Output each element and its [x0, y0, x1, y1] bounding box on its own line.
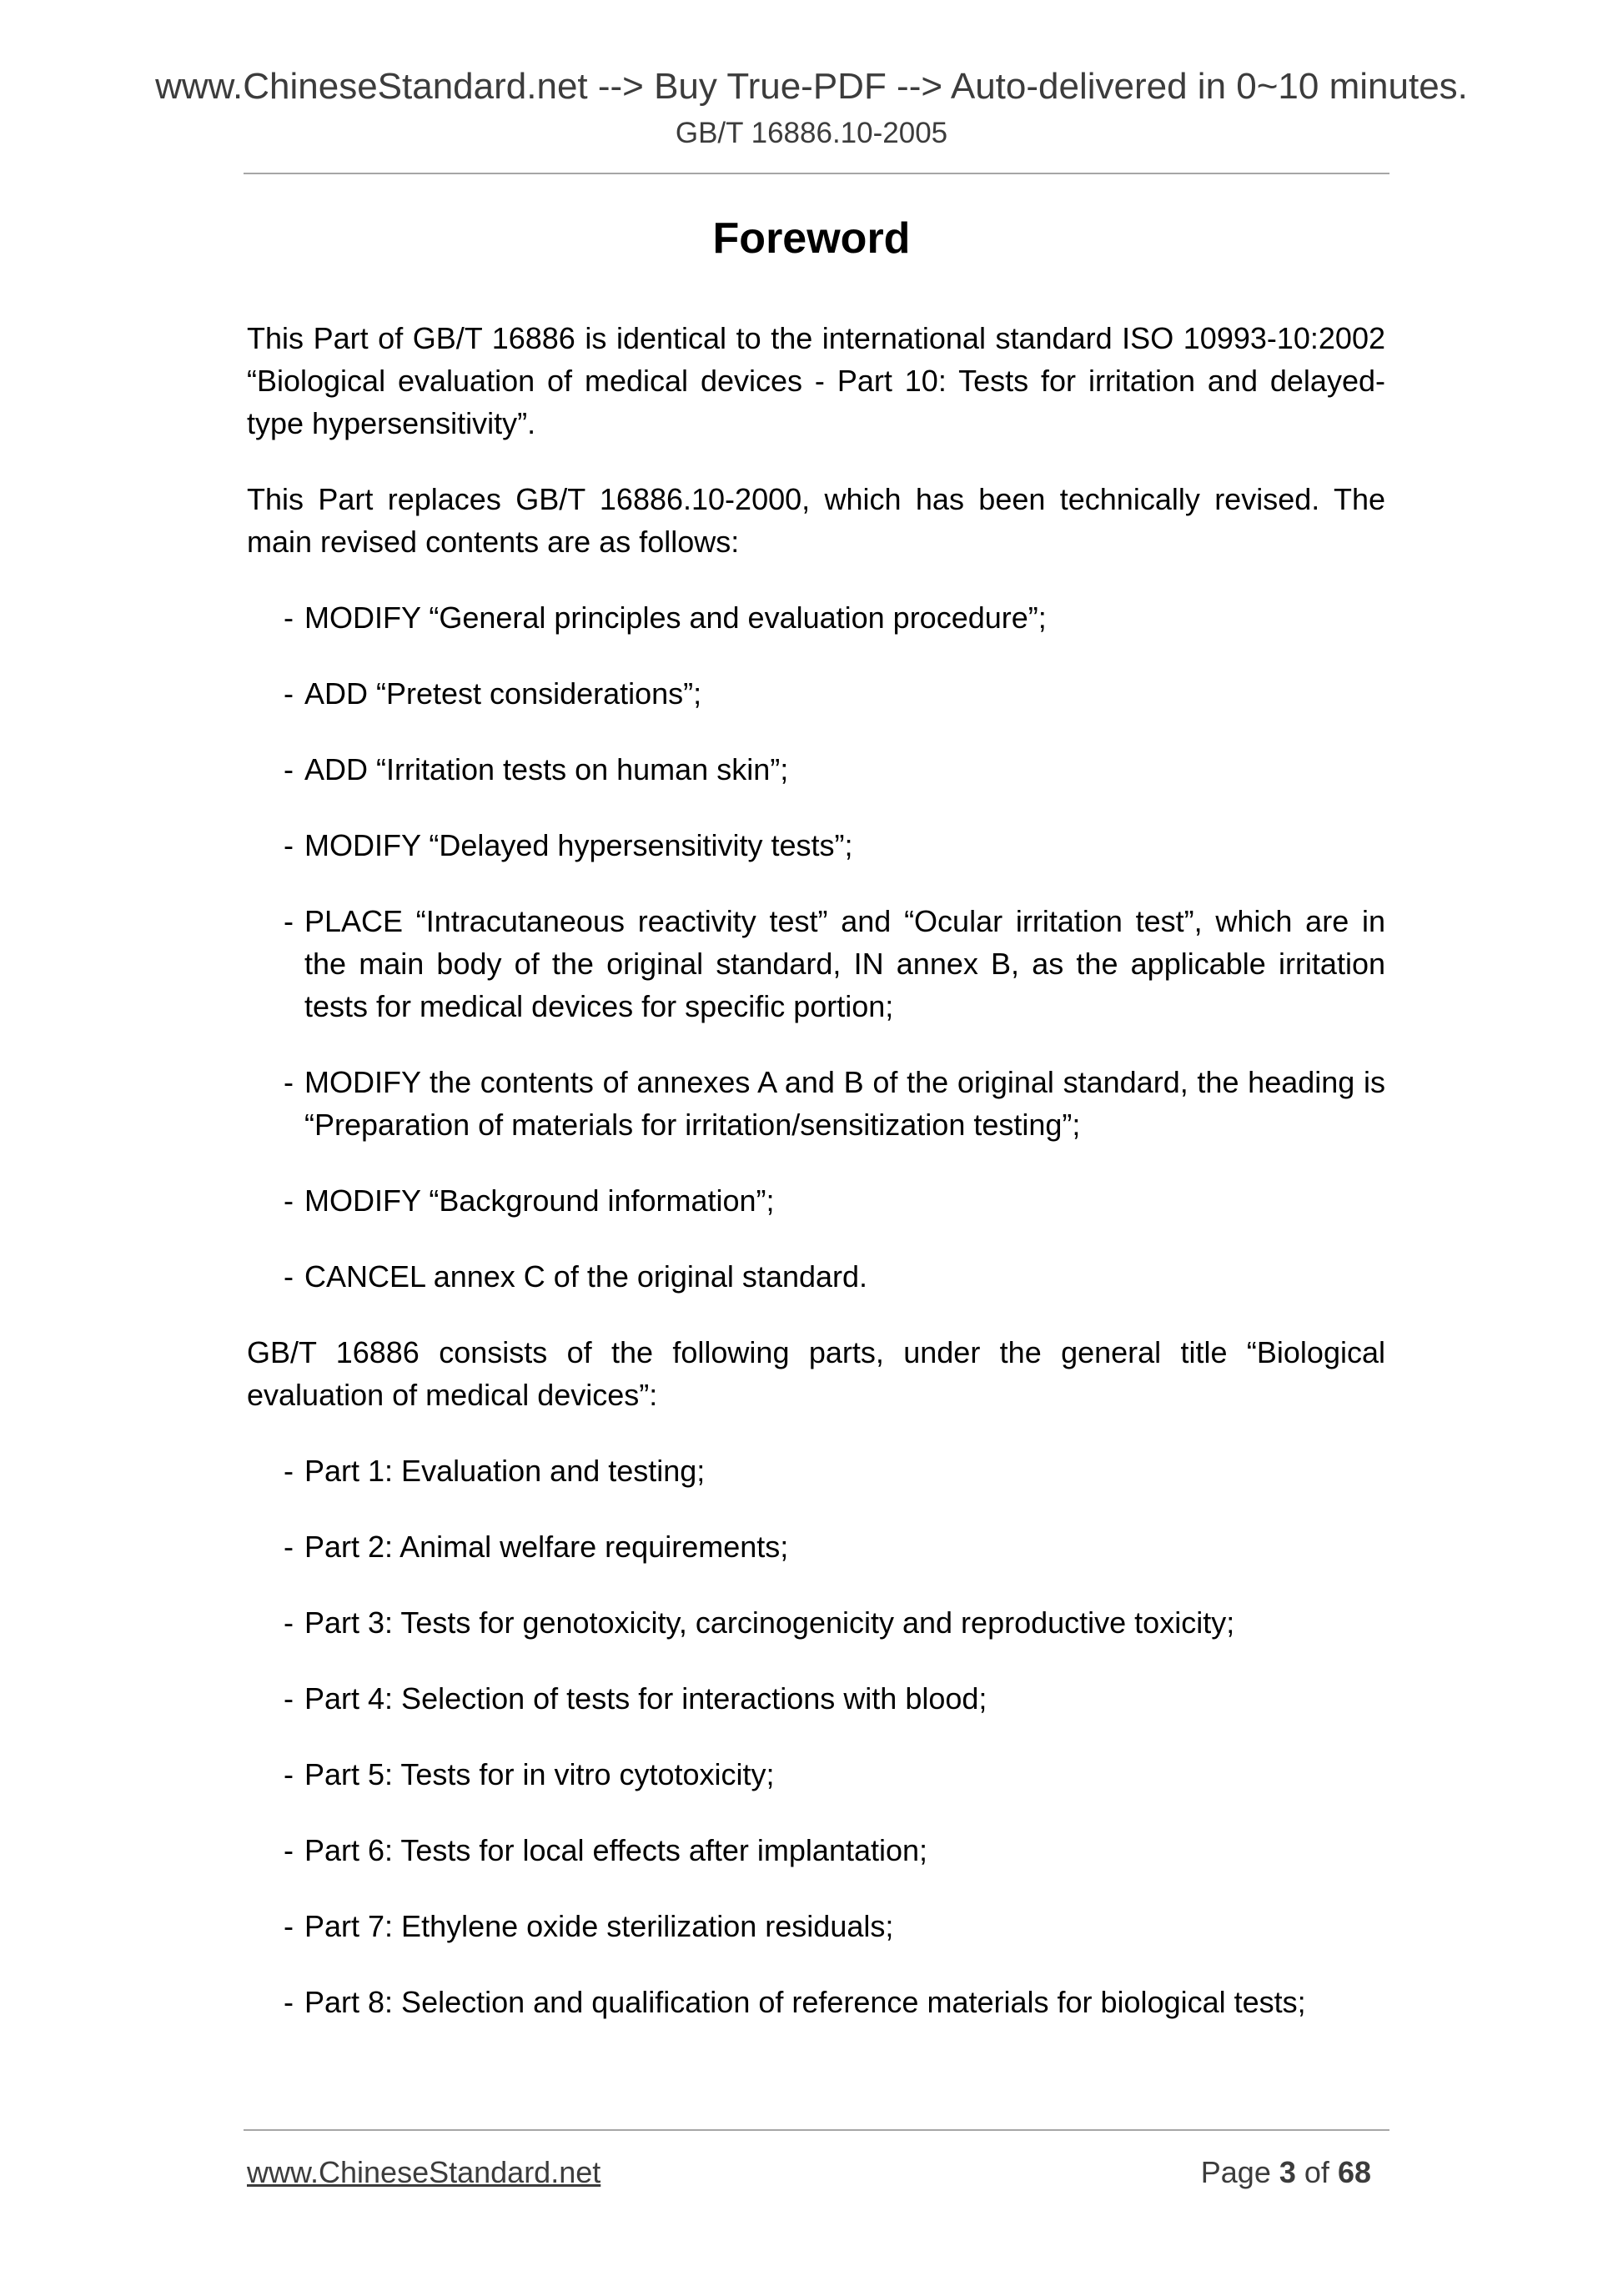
bullet-dash: - [284, 676, 294, 711]
bullet-dash: - [284, 1259, 294, 1294]
bullet-dash: - [284, 828, 294, 862]
bullet-dash: - [284, 1454, 294, 1488]
page-of-label: of [1304, 2155, 1329, 2189]
part-item-text: Part 5: Tests for in vitro cytotoxicity; [304, 1757, 775, 1791]
revision-item-text: MODIFY “General principles and evaluation procedure”; [304, 600, 1047, 635]
bullet-dash: - [284, 904, 294, 938]
part-item-text: Part 7: Ethylene oxide sterilization residuals; [304, 1909, 894, 1943]
revision-item-text: MODIFY the contents of annexes A and B of the original standard, the heading is “Preparation of materials for irritation/sensitization testing”; [304, 1065, 1385, 1142]
part-item [247, 1449, 1385, 1492]
bullet-dash: - [284, 1833, 294, 1867]
revision-item [247, 824, 1385, 867]
bullet-dash: - [284, 1757, 294, 1791]
document-body [247, 317, 1385, 2057]
page-title: Foreword [712, 214, 911, 263]
part-item-text: Part 8: Selection and qualification of reference materials for biological tests; [304, 1985, 1306, 2019]
part-item [247, 1981, 1385, 2023]
bullet-dash: - [284, 600, 294, 635]
part-item-text: Part 4: Selection of tests for interactions with blood; [304, 1681, 987, 1716]
bullet-dash: - [284, 1530, 294, 1564]
intro-paragraph: This Part of GB/T 16886 is identical to the international standard ISO 10993-10:2002 “Biological evaluation of medical devices - Part 10: Tests for irritation and delayed-type hypersensitivity”. [247, 321, 1385, 440]
revision-item-text: MODIFY “Delayed hypersensitivity tests”; [304, 828, 853, 862]
revision-item-text: ADD “Irritation tests on human skin”; [304, 752, 789, 786]
footer-divider [244, 2129, 1389, 2131]
revision-item-text: CANCEL annex C of the original standard. [304, 1259, 868, 1294]
revision-item [247, 1061, 1385, 1146]
page-indicator [1201, 2153, 1371, 2192]
revision-item [247, 1255, 1385, 1298]
revision-item-text: PLACE “Intracutaneous reactivity test” and “Ocular irritation test”, which are in the main body of the original standard, IN annex B, as the applicable irritation tests for medical devices for specific portion; [304, 904, 1385, 1023]
revision-item [247, 900, 1385, 1027]
revision-item [247, 672, 1385, 715]
bullet-dash: - [284, 1183, 294, 1218]
part-item [247, 1525, 1385, 1568]
part-item-text: Part 2: Animal welfare requirements; [304, 1530, 789, 1564]
header-divider [244, 173, 1389, 174]
part-item-text: Part 1: Evaluation and testing; [304, 1454, 706, 1488]
revision-item-text: ADD “Pretest considerations”; [304, 676, 702, 711]
bullet-dash: - [284, 1065, 294, 1099]
page-label: Page [1200, 2155, 1271, 2189]
bullet-dash: - [284, 1681, 294, 1716]
revision-item-text: MODIFY “Background information”; [304, 1183, 775, 1218]
parts-intro-paragraph: GB/T 16886 consists of the following parts, under the general title “Biological evaluation of medical devices”: [247, 1335, 1385, 1412]
current-page-number: 3 [1279, 2155, 1296, 2189]
part-item [247, 1601, 1385, 1644]
part-item [247, 1677, 1385, 1720]
bullet-dash: - [284, 1605, 294, 1640]
standard-code: GB/T 16886.10-2005 [675, 117, 948, 149]
revision-item [247, 1179, 1385, 1222]
footer-website-link[interactable]: www.ChineseStandard.net [247, 2155, 601, 2189]
revision-intro-paragraph: This Part replaces GB/T 16886.10-2000, which has been technically revised. The main revised contents are as follows: [247, 482, 1385, 559]
bullet-dash: - [284, 1985, 294, 2019]
part-item [247, 1829, 1385, 1871]
bullet-dash: - [284, 1909, 294, 1943]
revision-item [247, 596, 1385, 639]
revision-item [247, 748, 1385, 791]
part-item [247, 1905, 1385, 1947]
total-pages-number: 68 [1337, 2155, 1371, 2189]
part-item-text: Part 6: Tests for local effects after implantation; [304, 1833, 928, 1867]
part-item [247, 1753, 1385, 1796]
bullet-dash: - [284, 752, 294, 786]
part-item-text: Part 3: Tests for genotoxicity, carcinogenicity and reproductive toxicity; [304, 1605, 1235, 1640]
header-banner: www.ChineseStandard.net --> Buy True-PDF --> Auto-delivered in 0~10 minutes. [155, 66, 1468, 107]
